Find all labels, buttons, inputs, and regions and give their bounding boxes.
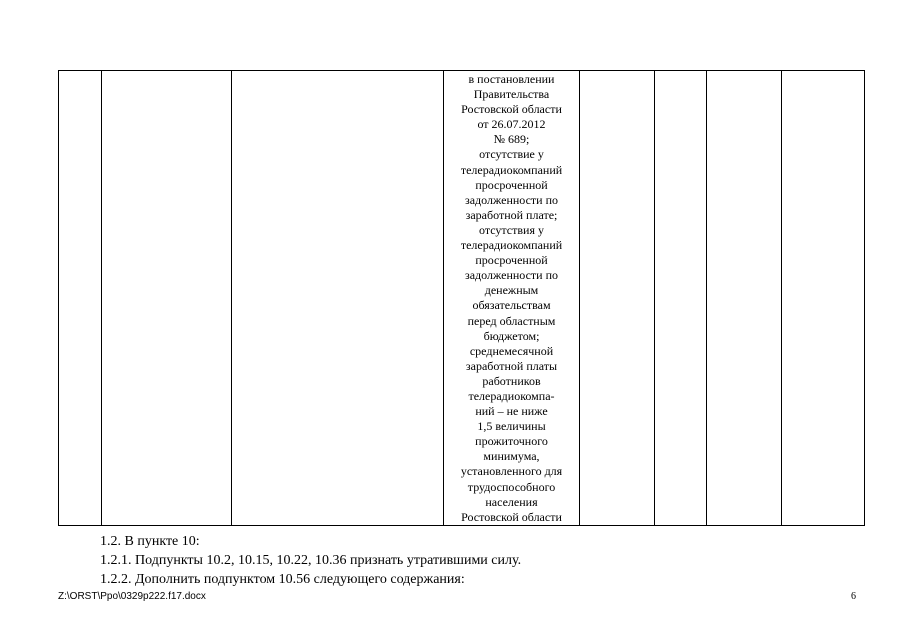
paragraph-1-2-2: 1.2.2. Дополнить подпунктом 10.56 следующего содержания: (100, 572, 465, 587)
requirements-line: работников (482, 373, 541, 388)
requirements-line: заработной платы (465, 358, 558, 373)
requirements-line: отсутствие у (479, 147, 544, 162)
requirements-line: заработной плате; (465, 207, 558, 222)
table-cell-1 (59, 71, 102, 526)
requirements-line: Ростовской области (461, 102, 562, 117)
paragraph-1-2: 1.2. В пункте 10: (100, 534, 200, 549)
requirements-line: ний – не ниже (475, 404, 548, 419)
requirements-line: просроченной (475, 177, 548, 192)
requirements-line: телерадиокомпаний (460, 238, 563, 253)
requirements-line: № 689; (493, 132, 530, 147)
requirements-line: минимума, (483, 449, 540, 464)
table-row (59, 71, 865, 526)
table-cell-3 (232, 71, 444, 526)
requirements-line: населения (485, 494, 538, 509)
requirements-line: Правительства (473, 87, 550, 102)
requirements-line: телерадиокомпа- (468, 388, 555, 403)
continued-table (58, 70, 865, 526)
requirements-line: денежным (484, 283, 539, 298)
table-cell-8 (782, 71, 865, 526)
table-cell-7 (707, 71, 782, 526)
requirements-line: установленного для (460, 464, 563, 479)
page-number: 6 (851, 591, 856, 602)
table-cell-2 (102, 71, 232, 526)
requirements-line: отсутствия у (479, 222, 544, 237)
requirements-line: среднемесячной (469, 343, 554, 358)
requirements-text (444, 71, 579, 525)
paragraph-1-2-1: 1.2.1. Подпункты 10.2, 10.15, 10.22, 10.36 признать утратившими силу. (100, 553, 522, 568)
requirements-line: бюджетом; (483, 328, 540, 343)
requirements-line: перед областным (467, 313, 556, 328)
requirements-line: Ростовской области (461, 509, 562, 524)
requirements-line: обязательствам (472, 298, 551, 313)
requirements-line: в постановлении (468, 72, 555, 86)
table-cell-requirements (444, 71, 580, 526)
footer-file-path: Z:\ORST\Ppo\0329p222.f17.docx (58, 591, 206, 602)
requirements-line: задолженности по (464, 268, 559, 283)
requirements-line: трудоспособного (467, 479, 556, 494)
requirements-line: 1,5 величины (477, 419, 546, 434)
requirements-line: телерадиокомпаний (460, 162, 563, 177)
requirements-line: просроченной (475, 253, 548, 268)
requirements-line: от 26.07.2012 (477, 117, 546, 132)
table-cell-6 (655, 71, 707, 526)
requirements-line: задолженности по (464, 192, 559, 207)
table-cell-5 (580, 71, 655, 526)
requirements-line: прожиточного (475, 434, 548, 449)
